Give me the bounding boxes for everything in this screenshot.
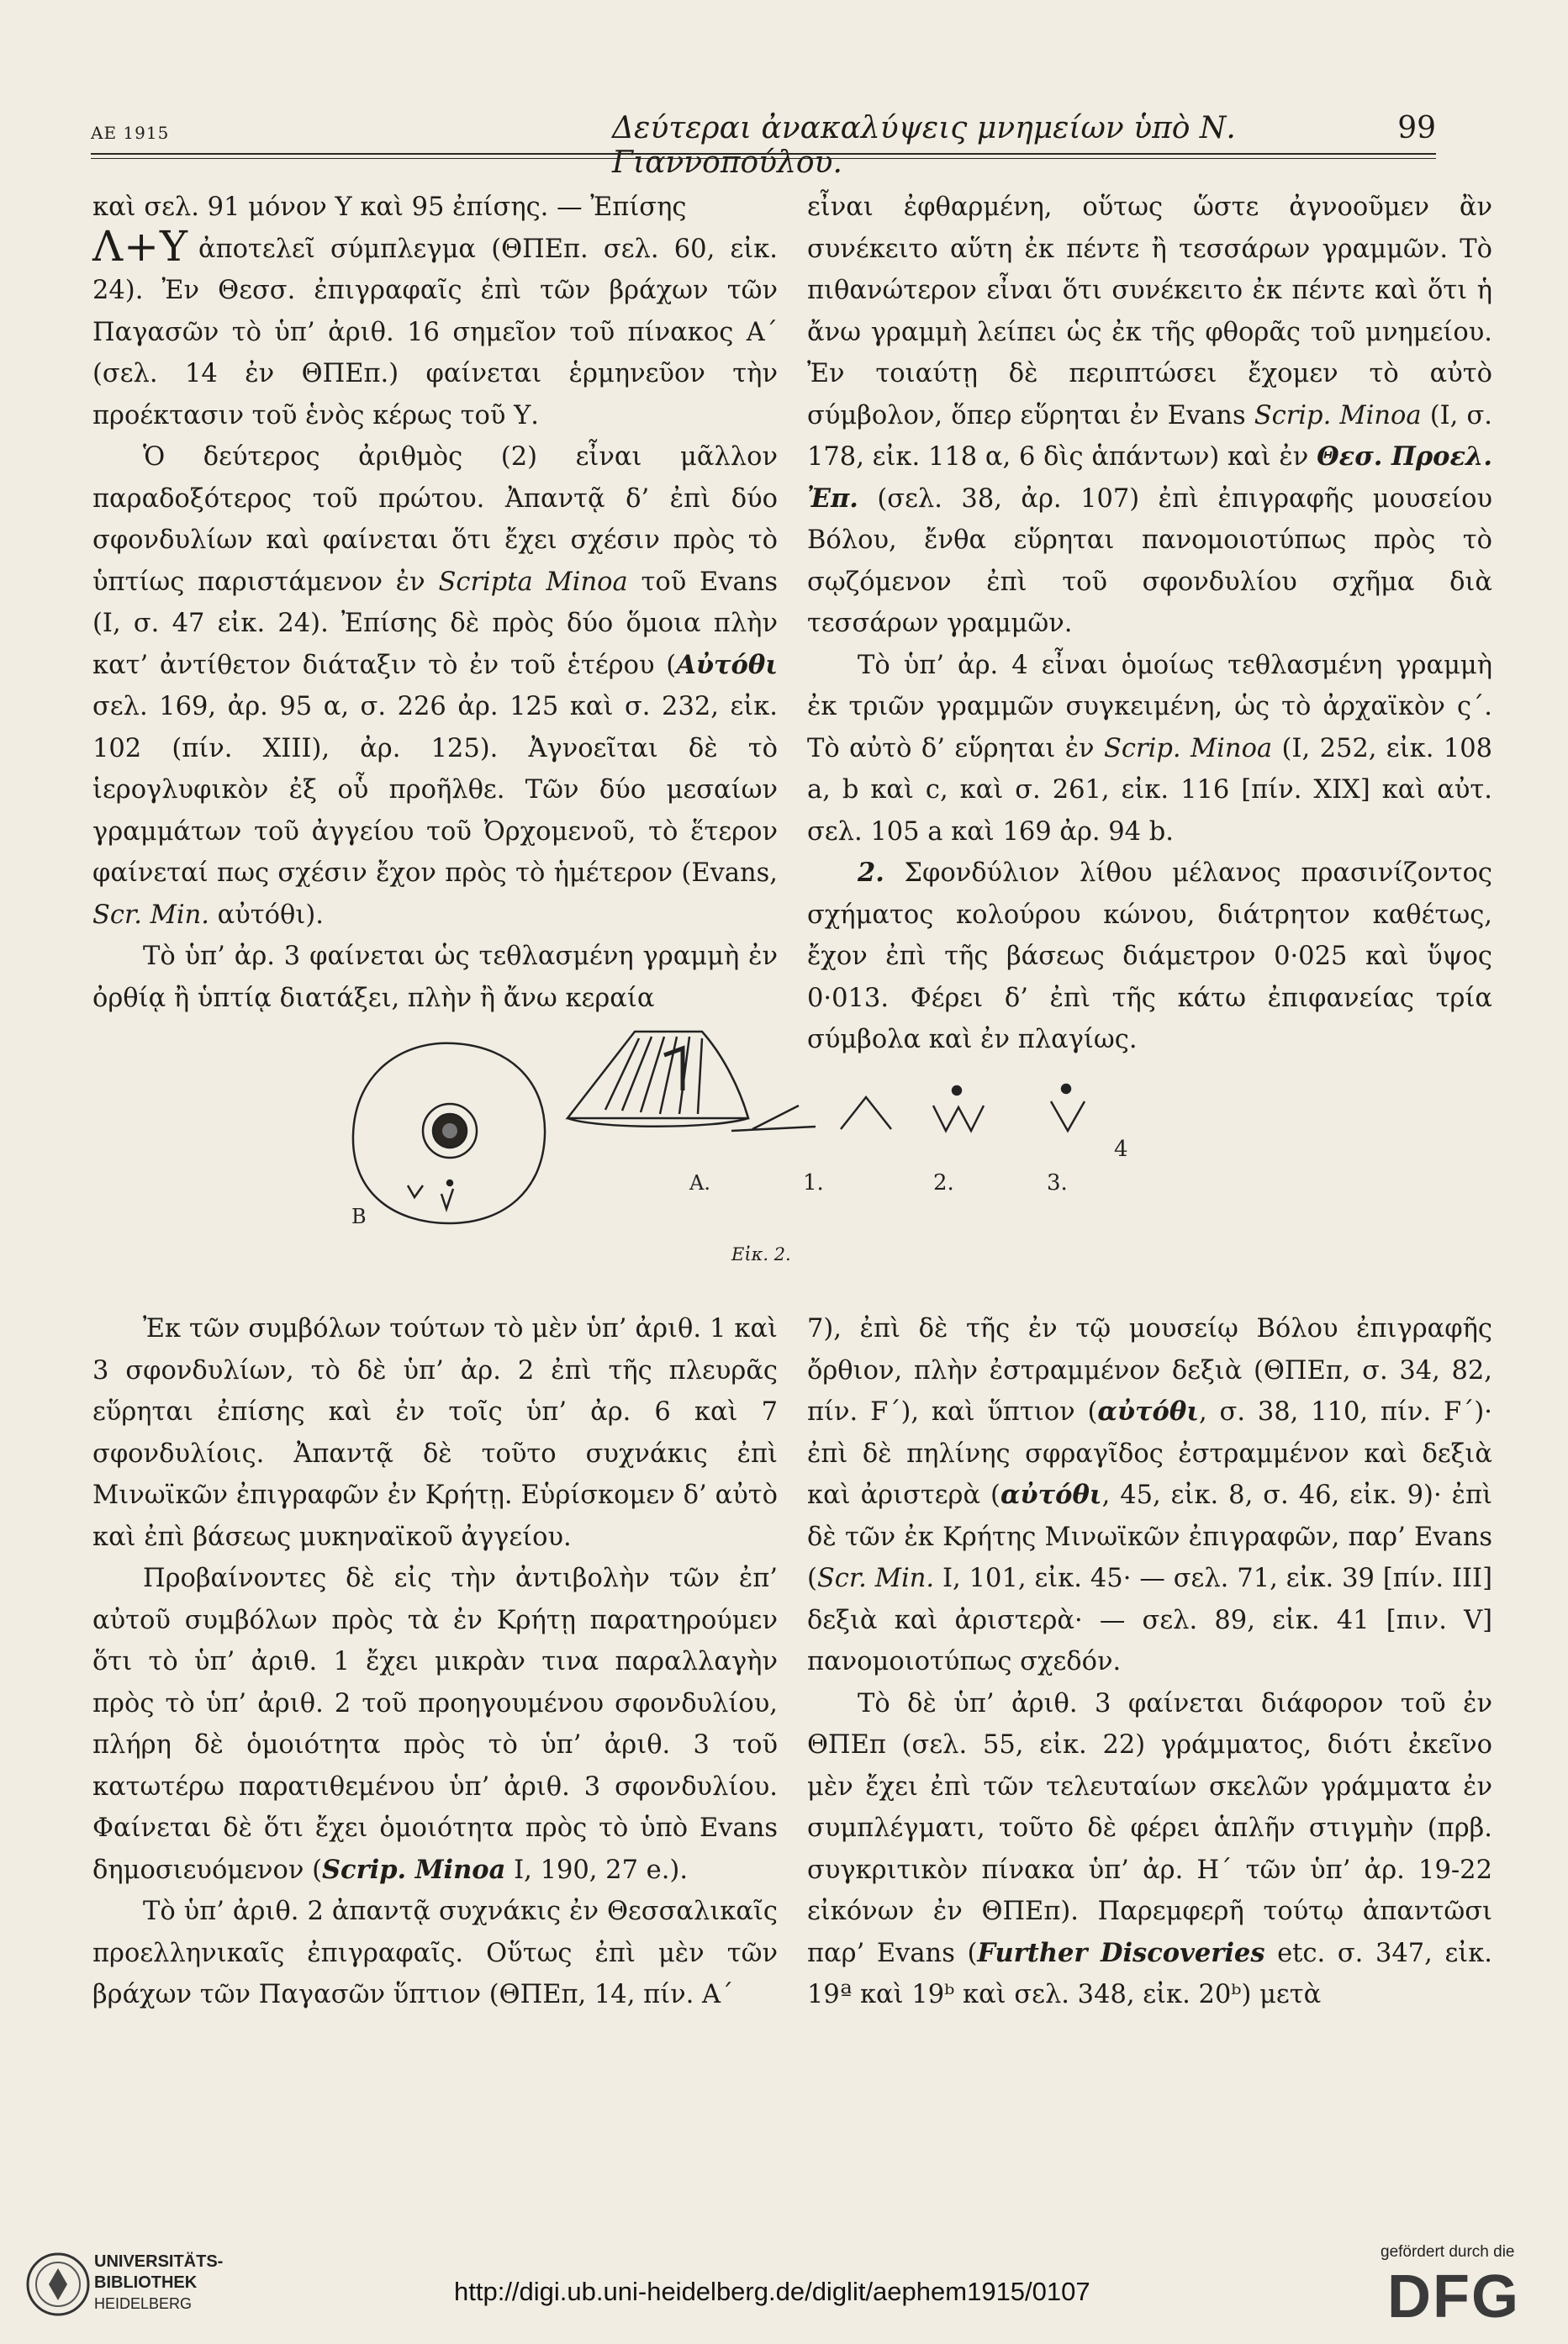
italic-ref: Θεσ. Προελ. Ἐπ.: [807, 441, 1493, 514]
text-run: 7), ἐπὶ δὲ τῆς ἐν τῷ μουσείῳ Βόλου ἐπιγραφῆς ὄρθιον, πλὴν ἐστραμμένον δεξιὰ (ΘΠΕπ, σ. 34, 82, πίν. F΄), καὶ ὕπτιον (: [807, 1314, 1492, 1427]
sign-4-dot: [1062, 1085, 1070, 1093]
text-run: σελ. 169, ἀρ. 95 α, σ. 226 ἀρ. 125 καὶ σ. 232, εἰκ. 102 (πίν. XIII), ἀρ. 125). Ἀγνοεῖται δὲ τὸ ἱερογλυφικὸν ἐξ οὗ προῆλθε. Τῶν δύο μεσαίων γραμμάτων τοῦ ἀγγείου τοῦ Ὀρχομενοῦ, τὸ ἕτερον φαίνεταί πως σχέσιν ἔχον πρὸς τὸ ἡμέτερον (Evans,: [92, 692, 778, 888]
italic-ref: Scrip. Minoa: [1104, 733, 1273, 763]
dfg-logo-text: DFG: [1387, 2267, 1520, 2326]
italic-ref: Scr. Min.: [816, 1564, 935, 1593]
paragraph: [92, 1891, 778, 2016]
italic-ref: αὐτόθι: [1000, 1480, 1102, 1510]
column-bottom-right: [807, 1308, 1492, 2016]
whorl-hatch: [605, 1037, 702, 1114]
italic-ref: Scrip. Minoa: [1254, 400, 1422, 430]
italic-ref: αὐτόθι: [1097, 1396, 1199, 1427]
sign-number: 2.: [933, 1170, 954, 1196]
italic-ref: Αὐτόθι: [676, 649, 778, 680]
page-title: Δεύτεραι ἀνακαλύψεις μνημείων ὑπὸ Ν. Γιαννοπούλου.: [612, 111, 1236, 180]
text-run: Σφονδύλιον λίθου μέλανος πρασινίζοντος σχήματος κολούρου κώνου, διάτρητον καθέτως, ἔχον ἐπὶ τῆς βάσεως διάμετρον 0·025 καὶ ὕψος 0·013. Φέρει δ’ ἐπὶ τῆς κάτω ἐπιφανείας τρία σύμβολα καὶ ἐν πλαγίως.: [807, 858, 1492, 1054]
page-number: 99: [1397, 111, 1436, 145]
symbol-glyph: Λ+Υ: [92, 221, 189, 271]
sign-number: 1.: [803, 1170, 824, 1196]
italic-ref: Further Discoveries: [977, 1937, 1265, 1968]
italic-ref: Scrip. Minoa: [321, 1854, 506, 1885]
figure-drawing: [345, 1022, 1236, 1240]
text-run: εἶναι ἐφθαρμένη, οὕτως ὥστε ἀγνοοῦμεν ἂν συνέκειτο αὕτη ἐκ πέντε ἢ τεσσάρων γραμμῶν. Τὸ πιθανώτερον εἶναι ὅτι συνέκειτο ἐκ πέντε καὶ ὅτι ἡ ἄνω γραμμὴ λείπει ὡς ἐκ τῆς φθορᾶς τοῦ μνημείου. Ἐν τοιαύτῃ δὲ περιπτώσει ἔχομεν τὸ αὐτὸ σύμβολον, ὅπερ εὕρηται ἐν Evans: [807, 193, 1492, 430]
library-name-line: BIBLIOTHEK: [94, 2273, 198, 2292]
funding-label: gefördert durch die: [1381, 2243, 1515, 2261]
text-run: ἀποτελεῖ σύμπλεγμα (ΘΠΕπ. σελ. 60, εἰκ. 24). Ἐν Θεσσ. ἐπιγραφαῖς ἐπὶ τῶν βράχων τῶν Παγασῶν τὸ ὑπ’ ἀριθ. 16 σημεῖον τοῦ πίνακος Α΄ (σελ. 14 ἐν ΘΠΕπ.) φαίνεται ἑρμηνεῦον τὴν προέκτασιν τοῦ ἑνὸς κέρως τοῦ Υ.: [92, 234, 778, 430]
library-name: [94, 2252, 223, 2315]
text-run: Τὸ ὑπ’ ἀρ. 4 εἶναι ὁμοίως τεθλασμένη γραμμὴ ἐκ τριῶν γραμμῶν συγκειμένη, ὡς τὸ ἀρχαϊκὸν ς΄. Τὸ αὐτὸ δ’ εὕρηται ἐν: [807, 650, 1492, 763]
sign-2: [841, 1097, 891, 1129]
column-top-right: [807, 187, 1492, 1061]
sign-3: [933, 1106, 984, 1131]
text-run: Προβαίνοντες δὲ εἰς τὴν ἀντιβολὴν τῶν ἐπ’ αὐτοῦ συμβόλων πρὸς τὰ ἐν Κρήτῃ παρατηρούμεν ὅτι τὸ ὑπ’ ἀριθ. 1 ἔχει μικρὰν τινα παραλλαγὴν πρὸς τὸ ὑπ’ ἀριθ. 2 τοῦ προηγουμένου σφονδυλίου, πλήρη δὲ ὁμοιότητα πρὸς τὸ ὑπ’ ἀριθ. 3 τοῦ κατωτέρω παρατιθεμένου ὑπ’ ἀριθ. 3 σφονδυλίου. Φαίνεται δὲ ὅτι ἔχει ὁμοιότητα πρὸς τὸ ὑπὸ Evans δημοσιευόμενον (: [92, 1564, 778, 1885]
journal-label: ΑΕ 1915: [91, 123, 170, 143]
text-run: Ι, 190, 27 e.).: [514, 1855, 689, 1885]
dfg-logo: [1387, 2267, 1547, 2326]
whorl-hole-inner: [442, 1123, 457, 1138]
sign-number: 3.: [1047, 1170, 1068, 1196]
running-header: [91, 108, 1436, 180]
paragraph: [807, 1308, 1492, 1683]
whorl-base-a: [568, 1118, 748, 1127]
column-bottom-left: [92, 1308, 778, 2016]
column-top-left: [92, 187, 778, 1019]
item-number: 2.: [858, 858, 884, 888]
text-run: Τὸ ὑπ’ ἀριθ. 2 ἀπαντᾷ συχνάκις ἐν Θεσσαλικαῖς προελληνικαῖς ἐπιγραφαῖς. Οὕτως ἐπὶ μὲν τῶν βράχων τῶν Παγασῶν ὕπτιον (ΘΠΕπ, 14, πίν. Α΄: [92, 1897, 778, 2009]
whorl-outline-a: [568, 1032, 748, 1118]
text-run: Τὸ ὑπ’ ἀρ. 3 φαίνεται ὡς τεθλασμένη γραμμὴ ἐν ὀρθίᾳ ἢ ὑπτίᾳ διατάξει, πλὴν ἢ ἄνω κεραία: [92, 942, 778, 1013]
header-rule: [91, 153, 1436, 155]
figure-label-b: B: [351, 1205, 367, 1228]
text-run: αὐτόθι).: [217, 900, 324, 930]
text-run: (σελ. 38, ἀρ. 107) ἐπὶ ἐπιγραφῆς μουσείου Βόλου, ἔνθα εὕρηται πανομοιοτύπως πρὸς τὸ σῳζόμενον ἐπὶ τοῦ σφονδυλίου σχῆμα διὰ τεσσάρων γραμμῶν.: [807, 483, 1492, 638]
paragraph: [92, 1558, 778, 1891]
library-name-line: HEIDELBERG: [94, 2295, 193, 2312]
paragraph: [92, 1308, 778, 1558]
footer: [0, 2236, 1568, 2344]
university-seal-icon: [25, 2252, 91, 2317]
text-run: καὶ σελ. 91 μόνον Υ καὶ 95 ἐπίσης. — Ἐπίσης: [92, 193, 687, 222]
text-run: Ι, 101, εἰκ. 45· — σελ. 71, εἰκ. 39 [πίν. III] δεξιὰ καὶ ἀριστερὰ· — σελ. 89, εἰκ. 41 [πιν. V] πανομοιοτύπως σχεδόν.: [807, 1564, 1492, 1676]
source-url-link[interactable]: http://digi.ub.uni-heidelberg.de/diglit/aephem1915/0107: [454, 2277, 1090, 2306]
text-run: , 45, εἰκ. 8, σ. 46, εἰκ. 9)· ἐπὶ δὲ τῶν ἐκ Κρήτης Μινωϊκῶν ἐπιγραφῶν, παρ’ Evans (: [807, 1481, 1492, 1593]
text-run: Ὁ δεύτερος ἀριθμὸς (2) εἶναι μᾶλλον παραδοξότερος τοῦ πρώτου. Ἀπαντᾷ δ’ ἐπὶ δύο σφονδυλίων καὶ φαίνεται ὅτι ἔχει σχέσιν πρὸς τὸ ὑπτίως παριστάμενον ἐν: [92, 442, 778, 597]
paragraph: [92, 187, 778, 436]
text-run: , σ. 38, 110, πίν. F΄)· ἐπὶ δὲ πηλίνης σφραγῖδος ἐστραμμένον καὶ δεξιὰ καὶ ἀριστερὰ (: [807, 1397, 1492, 1510]
whorl-mark: [441, 1189, 453, 1209]
paragraph: [807, 1683, 1492, 2016]
text-run: Ἐκ τῶν συμβόλων τούτων τὸ μὲν ὑπ’ ἀριθ. 1 καὶ 3 σφονδυλίων, τὸ δὲ ὑπ’ ἀρ. 2 ἐπὶ τῆς πλευρᾶς εὕρηται ἐπίσης καὶ ἐν τοῖς ὑπ’ ἀρ. 6 καὶ 7 σφονδυλίοις. Ἀπαντᾷ δὲ τοῦτο συχνάκις ἐπὶ Μινωϊκῶν ἐπιγραφῶν ἐν Κρήτῃ. Εὑρίσκομεν δ’ αὐτὸ καὶ ἐπὶ βάσεως μυκηναϊκοῦ ἀγγείου.: [92, 1314, 778, 1552]
sign-4: [1051, 1101, 1085, 1131]
sign-number: 4: [1114, 1137, 1128, 1162]
header-rule-thin: [91, 158, 1436, 159]
italic-ref: Scr. Min.: [92, 900, 209, 930]
figure-label-a: A.: [689, 1171, 710, 1195]
text-run: τοῦ Evans (Ι, σ. 47 εἰκ. 24). Ἐπίσης δὲ πρὸς δύο ὅμοια πλὴν κατ’ ἀντίθετον διάταξιν τὸ ἐν τοῦ ἑτέρου (: [92, 567, 778, 680]
whorl-dot: [447, 1180, 452, 1185]
text-run: Τὸ δὲ ὑπ’ ἀριθ. 3 φαίνεται διάφορον τοῦ ἐν ΘΠΕπ (σελ. 55, εἰκ. 22) γράμματος, διότι ἐκεῖνο μὲν ἔχει ἐπὶ τῶν τελευταίων σκελῶν γράμματα ἐν συμπλέγματι, τοῦτο δὲ φέρει ἁπλῆν στιγμὴν (πρβ. συγκριτικὸν πίνακα ὑπ’ ἀρ. Η΄ τῶν ὑπ’ ἀρ. 19-22 εἰκόνων ἐν ΘΠΕπ). Παρεμφερῆ τούτῳ ἀπαντῶσι παρ’ Evans (: [807, 1688, 1492, 1968]
sign-3-dot: [953, 1086, 961, 1095]
italic-ref: Scripta Minoa: [438, 567, 628, 597]
text-run: (Ι, σ. 178, εἰκ. 118 α, 6 δὶς ἁπάντων) καὶ ἐν: [807, 400, 1492, 472]
paragraph: [807, 645, 1492, 853]
figure: [345, 1022, 1236, 1240]
paragraph: [807, 187, 1492, 645]
text-run: etc. σ. 347, εἰκ. 19ª καὶ 19ᵇ καὶ σελ. 348, εἰκ. 20ᵇ) μετὰ: [807, 1938, 1492, 2009]
figure-caption: Εἰκ. 2.: [731, 1244, 791, 1264]
text-run: (Ι, 252, εἰκ. 108 a, b καὶ c, καὶ σ. 261, εἰκ. 116 [πίν. XIX] καὶ αὐτ. σελ. 105 a καὶ 169 ἀρ. 94 b.: [807, 733, 1493, 847]
library-name-line: UNIVERSITÄTS-: [94, 2252, 224, 2271]
paragraph: [92, 436, 778, 936]
paragraph: [92, 936, 778, 1019]
whorl-mark: [408, 1185, 423, 1197]
